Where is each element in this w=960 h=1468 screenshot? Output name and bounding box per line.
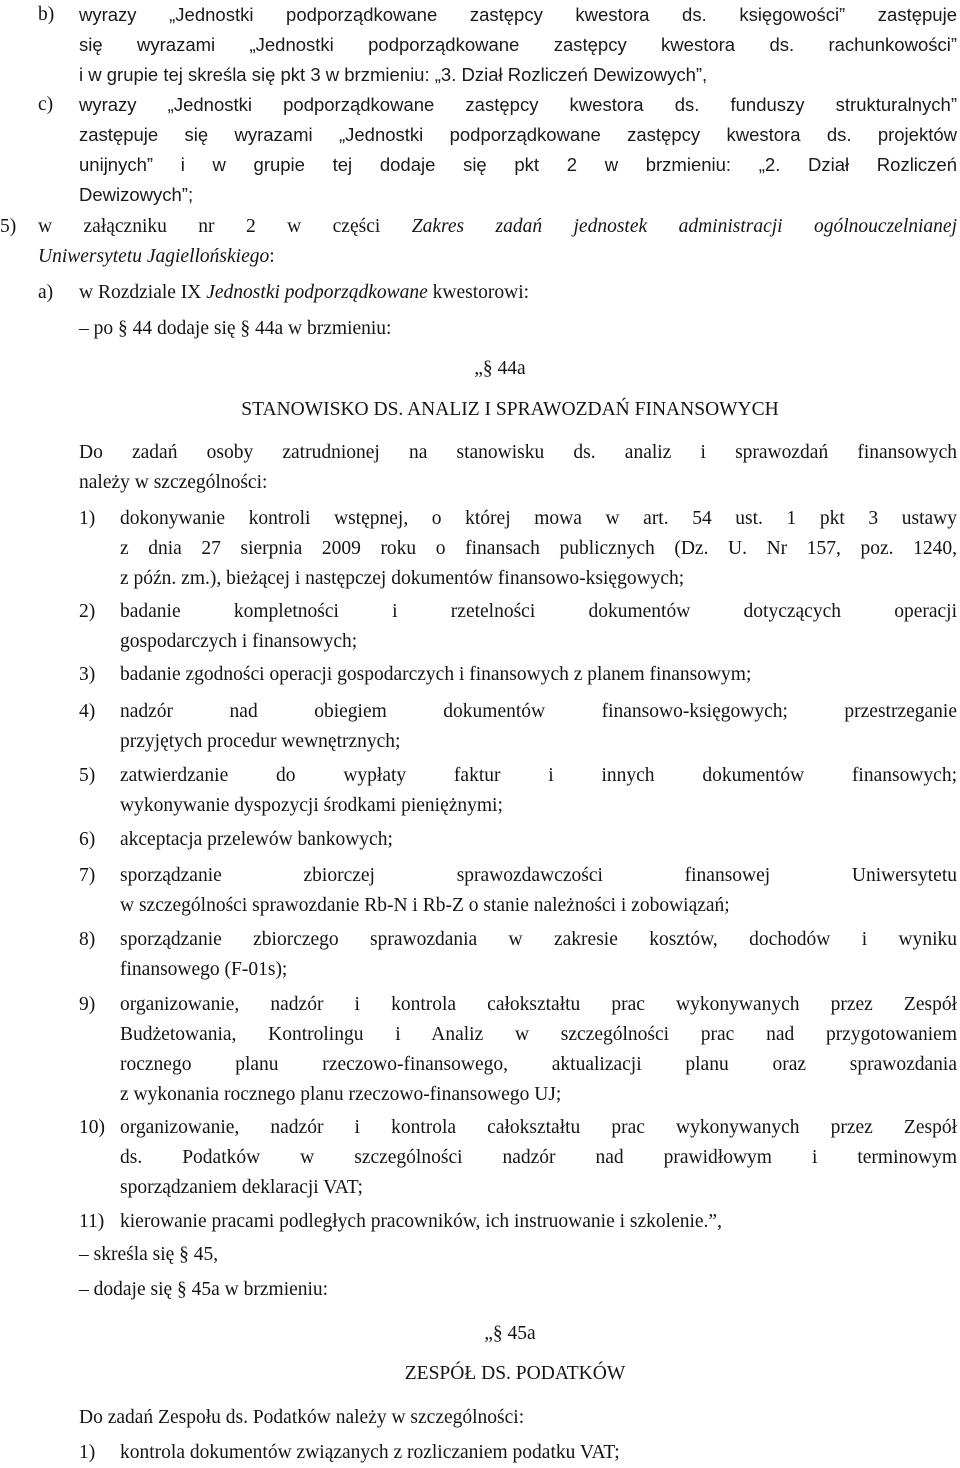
text-line: sporządzanie zbiorczej sprawozdawczości finansowej Uniwersytetu <box>120 865 957 886</box>
text-line: – dodaje się § 45a w brzmieniu: <box>79 1279 329 1300</box>
text-line: wyrazy „Jednostki podporządkowane zastępcy kwestora ds. funduszy strukturalnych” <box>79 94 957 115</box>
text-line: kierowanie pracami podległych pracowników, ich instruowanie i szkolenie.”, <box>120 1211 722 1232</box>
text-line: – po § 44 dodaje się § 44a w brzmieniu: <box>79 318 392 339</box>
text-line: wykonywanie dyspozycji środkami pieniężnymi; <box>120 795 503 816</box>
text-line: kontrola dokumentów związanych z rozliczaniem podatku VAT; <box>120 1442 620 1463</box>
text-line: nadzór nad obiegiem dokumentów finansowo-księgowych; przestrzeganie <box>120 701 957 722</box>
item-marker: c) <box>38 94 54 115</box>
item-marker: 1) <box>79 508 96 529</box>
text-line: kwestorowi: <box>432 282 530 303</box>
item-marker: 10) <box>79 1117 105 1138</box>
list-item-b <box>0 0 960 90</box>
point-5 <box>0 212 960 272</box>
text-line: Do zadań Zespołu ds. Podatków należy w szczególności: <box>79 1407 525 1428</box>
item-marker: 4) <box>79 701 96 722</box>
item-marker: 5) <box>79 765 96 786</box>
text-line: i w grupie tej skreśla się pkt 3 w brzmieniu: „3. Dział Rozliczeń Dewizowych”, <box>79 64 708 85</box>
text-line: unijnych” i w grupie tej dodaje się pkt 2 w brzmieniu: „2. Dział Rozliczeń <box>79 154 957 175</box>
section-title: ZESPÓŁ DS. PODATKÓW <box>404 1363 626 1384</box>
text-line: z późn. zm.), bieżącej i następczej dokumentów finansowo-księgowych; <box>120 568 685 589</box>
item-marker: b) <box>38 4 55 25</box>
text-line: w szczególności sprawozdanie Rb-N i Rb-Z o stanie należności i zobowiązań; <box>120 895 730 916</box>
text-line: akceptacja przelewów bankowych; <box>120 829 393 850</box>
section-title: STANOWISKO DS. ANALIZ I SPRAWOZDAŃ FINANSOWYCH <box>241 399 779 420</box>
text-line: w Rozdziale IX <box>79 282 202 303</box>
text-line: Dewizowych”; <box>79 184 194 205</box>
list-item-c <box>0 90 960 210</box>
text-line: ds. Podatków w szczególności nadzór nad prawidłowym i terminowym <box>120 1147 957 1168</box>
item-marker: 9) <box>79 994 96 1015</box>
text-line: sporządzaniem deklaracji VAT; <box>120 1177 363 1198</box>
text-line: organizowanie, nadzór i kontrola całokształtu prac wykonywanych przez Zespół <box>120 994 957 1015</box>
text-line: badanie kompletności i rzetelności dokumentów dotyczących operacji <box>120 601 957 622</box>
dash-po-44 <box>0 314 960 344</box>
text-line: w załączniku nr 2 w części <box>38 216 381 237</box>
text-line: z dnia 27 sierpnia 2009 roku o finansach publicznych (Dz. U. Nr 157, poz. 1240, <box>120 538 957 559</box>
point-5a <box>0 278 960 308</box>
text-line: gospodarczych i finansowych; <box>120 631 358 652</box>
item-marker: 8) <box>79 929 96 950</box>
text-line: się wyrazami „Jednostki podporządkowane zastępcy kwestora ds. rachunkowości” <box>79 34 957 55</box>
text-line: Budżetowania, Kontrolingu i Analiz w szczególności prac nad przygotowaniem <box>120 1024 957 1045</box>
section-intro <box>0 1403 960 1433</box>
item-marker: 6) <box>79 829 96 850</box>
dash-skresla-45 <box>0 1240 960 1270</box>
text-line: z wykonania rocznego planu rzeczowo-finansowego UJ; <box>120 1084 562 1105</box>
text-line: dokonywanie kontroli wstępnej, o której mowa w art. 54 ust. 1 pkt 3 ustawy <box>120 508 957 529</box>
section-number: „§ 45a <box>484 1323 536 1344</box>
text-line: – skreśla się § 45, <box>79 1244 219 1265</box>
text-line: przyjętych procedur wewnętrznych; <box>120 731 401 752</box>
text-line: finansowego (F-01s); <box>120 959 288 980</box>
text-line: zatwierdzanie do wypłaty faktur i innych dokumentów finansowych; <box>120 765 957 786</box>
italic-heading: Zakres zadań jednostek administracji ogólnouczelnianej <box>411 216 957 237</box>
text-line: rocznego planu rzeczowo-finansowego, aktualizacji planu oraz sprawozdania <box>120 1054 957 1075</box>
text-line: badanie zgodności operacji gospodarczych i finansowych z planem finansowym; <box>120 664 752 685</box>
text-line: Do zadań osoby zatrudnionej na stanowisku ds. analiz i sprawozdań finansowych <box>79 442 957 463</box>
dash-dodaje-45a <box>0 1275 960 1305</box>
item-marker: 5) <box>0 216 17 237</box>
text-line: zastępuje się wyrazami „Jednostki podporządkowane zastępcy kwestora ds. projektów <box>79 124 957 145</box>
text-line: organizowanie, nadzór i kontrola całokształtu prac wykonywanych przez Zespół <box>120 1117 957 1138</box>
section-number: „§ 44a <box>474 358 526 379</box>
item-marker: 3) <box>79 664 96 685</box>
text-line: należy w szczególności: <box>79 472 268 493</box>
item-marker: 11) <box>79 1211 105 1232</box>
item-marker: a) <box>38 282 54 303</box>
punctuation: : <box>269 246 275 267</box>
italic-heading: Uniwersytetu Jagiellońskiego <box>38 246 270 267</box>
italic-heading: Jednostki podporządkowane <box>206 282 428 303</box>
item-marker: 1) <box>79 1442 96 1463</box>
text-line: wyrazy „Jednostki podporządkowane zastępcy kwestora ds. księgowości” zastępuje <box>79 4 957 25</box>
item-marker: 2) <box>79 601 96 622</box>
item-marker: 7) <box>79 865 96 886</box>
text-line: sporządzanie zbiorczego sprawozdania w zakresie kosztów, dochodów i wyniku <box>120 929 957 950</box>
